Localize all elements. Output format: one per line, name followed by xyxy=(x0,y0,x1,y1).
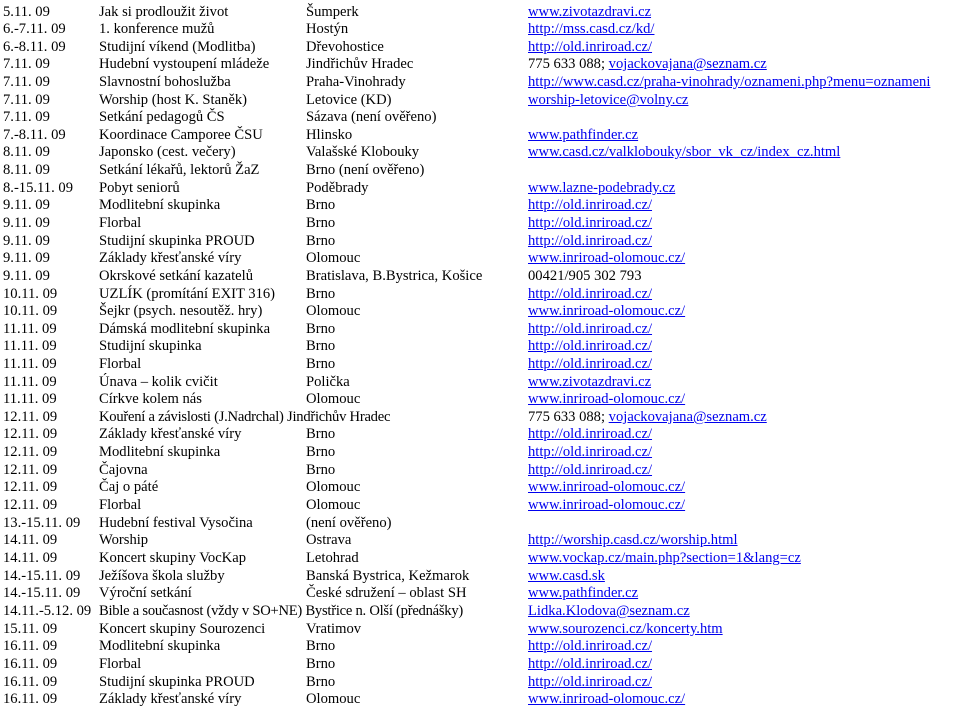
event-row xyxy=(0,603,960,620)
event-date: 9.11. 09 xyxy=(3,233,50,249)
event-contact xyxy=(528,303,685,320)
event-place: Banská Bystrica, Kežmarok xyxy=(306,568,470,584)
event-name: Koordinace Camporee ČSU xyxy=(99,127,263,143)
event-place: Letohrad xyxy=(306,550,359,566)
event-row xyxy=(0,303,960,320)
event-contact xyxy=(528,321,652,338)
event-row xyxy=(0,268,960,285)
event-place: Vratimov xyxy=(306,621,362,637)
contact-link[interactable]: http://www.casd.cz/praha-vinohrady/oznameni.php?menu=oznameni xyxy=(528,74,931,90)
event-date: 14.-15.11. 09 xyxy=(3,568,81,584)
event-name: Slavnostní bohoslužba xyxy=(99,74,231,90)
contact-link[interactable]: www.pathfinder.cz xyxy=(528,127,639,143)
event-row xyxy=(0,321,960,338)
contact-link[interactable]: www.casd.sk xyxy=(528,568,605,584)
contact-link[interactable]: vojackovajana@seznam.cz xyxy=(608,409,767,425)
event-place: Valašské Klobouky xyxy=(306,144,420,160)
event-contact xyxy=(528,497,685,514)
event-name: Worship xyxy=(99,532,149,548)
event-row xyxy=(0,92,960,109)
contact-link[interactable]: http://old.inriroad.cz/ xyxy=(528,356,653,372)
event-name: Ježíšova škola služby xyxy=(99,568,225,584)
event-row xyxy=(0,674,960,691)
event-contact xyxy=(528,426,652,443)
event-date: 5.11. 09 xyxy=(3,4,50,20)
event-name: Základy křesťanské víry xyxy=(99,691,242,707)
contact-link[interactable]: http://old.inriroad.cz/ xyxy=(528,426,653,442)
event-row xyxy=(0,374,960,391)
event-row xyxy=(0,74,960,91)
event-date: 7.11. 09 xyxy=(3,74,50,90)
event-date: 11.11. 09 xyxy=(3,321,57,337)
event-row xyxy=(0,391,960,408)
event-place: Hlinsko xyxy=(306,127,353,143)
event-place: Brno xyxy=(306,286,336,302)
event-row xyxy=(0,479,960,496)
event-place: Brno xyxy=(306,321,336,337)
event-row xyxy=(0,621,960,638)
event-contact xyxy=(528,197,652,214)
event-row xyxy=(0,197,960,214)
event-row xyxy=(0,356,960,373)
event-contact xyxy=(528,479,685,496)
event-contact xyxy=(528,180,675,197)
event-name: Setkání lékařů, lektorů ŽaZ xyxy=(99,162,260,178)
contact-link[interactable]: worship-letovice@volny.cz xyxy=(528,92,689,108)
event-place: České sdružení – oblast SH xyxy=(306,585,467,601)
contact-link[interactable]: http://mss.casd.cz/kd/ xyxy=(528,21,655,37)
event-date: 7.11. 09 xyxy=(3,56,50,72)
contact-link[interactable]: www.vockap.cz/main.php?section=1&lang=cz xyxy=(528,550,801,566)
event-contact xyxy=(528,250,685,267)
event-name: Japonsko (cest. večery) xyxy=(99,144,236,160)
event-date: 14.11. 09 xyxy=(3,532,58,548)
event-name: 1. konference mužů xyxy=(99,21,215,37)
event-row xyxy=(0,21,960,38)
event-row xyxy=(0,691,960,708)
event-place: Olomouc xyxy=(306,391,361,407)
event-date: 6.-7.11. 09 xyxy=(3,21,66,37)
event-contact xyxy=(528,691,685,708)
event-row xyxy=(0,338,960,355)
event-contact xyxy=(528,568,605,585)
event-contact xyxy=(528,444,652,461)
event-contact xyxy=(528,550,801,567)
event-place: Jindřichův Hradec xyxy=(306,56,414,72)
event-date: 11.11. 09 xyxy=(3,338,57,354)
contact-link[interactable]: www.zivotazdravi.cz xyxy=(528,4,652,20)
event-row xyxy=(0,286,960,303)
event-date: 12.11. 09 xyxy=(3,444,58,460)
event-row xyxy=(0,233,960,250)
event-row xyxy=(0,56,960,73)
event-row xyxy=(0,109,960,126)
contact-text: 775 633 088; xyxy=(528,409,609,425)
event-row xyxy=(0,532,960,549)
contact-link[interactable]: www.casd.cz/valklobouky/sbor_vk_cz/index_cz.html xyxy=(528,144,841,160)
contact-link[interactable]: http://old.inriroad.cz/ xyxy=(528,638,653,654)
event-place: Brno xyxy=(306,656,336,672)
event-date: 8.11. 09 xyxy=(3,144,50,160)
event-row xyxy=(0,144,960,161)
event-contact xyxy=(528,127,638,144)
event-contact xyxy=(528,92,688,109)
event-date: 15.11. 09 xyxy=(3,621,58,637)
contact-link[interactable]: http://old.inriroad.cz/ xyxy=(528,286,653,302)
event-contact xyxy=(528,621,723,638)
event-name: Modlitební skupinka xyxy=(99,638,221,654)
event-name: Setkání pedagogů ČS xyxy=(99,109,225,125)
event-place: Brno xyxy=(306,356,336,372)
event-place: Olomouc xyxy=(306,250,361,266)
event-name: Církve kolem nás xyxy=(99,391,202,407)
contact-link[interactable]: Lidka.Klodova@seznam.cz xyxy=(528,603,690,619)
event-date: 10.11. 09 xyxy=(3,286,58,302)
event-place: Brno xyxy=(306,215,336,231)
event-name: Okrskové setkání kazatelů xyxy=(99,268,253,284)
event-name: Jak si prodloužit život xyxy=(99,4,229,20)
event-contact xyxy=(528,215,652,232)
event-name: Výroční setkání xyxy=(99,585,192,601)
event-contact xyxy=(528,674,652,691)
event-place: Polička xyxy=(306,374,350,390)
event-name: Modlitební skupinka xyxy=(99,444,221,460)
event-row xyxy=(0,4,960,21)
event-name: Studijní skupinka xyxy=(99,338,202,354)
event-place: Letovice (KD) xyxy=(306,92,392,108)
event-place: Brno xyxy=(306,638,336,654)
contact-link[interactable]: www.lazne-podebrady.cz xyxy=(528,180,676,196)
event-contact xyxy=(528,391,685,408)
event-place: Ostrava xyxy=(306,532,352,548)
event-name: Hudební vystoupení mládeže xyxy=(99,56,270,72)
event-date: 16.11. 09 xyxy=(3,674,58,690)
event-date: 9.11. 09 xyxy=(3,215,50,231)
event-contact xyxy=(528,338,652,355)
event-contact xyxy=(528,268,642,285)
event-name: Hudební festival Vysočina xyxy=(99,515,253,531)
event-name: Koncert skupiny VocKap xyxy=(99,550,246,566)
event-name: Studijní víkend (Modlitba) xyxy=(99,39,256,55)
event-place: Olomouc xyxy=(306,497,361,513)
event-place: Brno xyxy=(306,674,336,690)
event-date: 8.11. 09 xyxy=(3,162,50,178)
event-date: 9.11. 09 xyxy=(3,268,50,284)
contact-link[interactable]: http://worship.casd.cz/worship.html xyxy=(528,532,738,548)
event-name: Dámská modlitební skupinka xyxy=(99,321,271,337)
event-contact xyxy=(528,56,767,73)
event-contact xyxy=(528,39,652,56)
event-row xyxy=(0,497,960,514)
event-date: 14.11. 09 xyxy=(3,550,58,566)
event-name: Florbal xyxy=(99,656,142,672)
event-date: 12.11. 09 xyxy=(3,479,58,495)
event-name: UZLÍK (promítání EXIT 316) xyxy=(99,286,276,302)
event-row xyxy=(0,426,960,443)
event-contact xyxy=(528,638,652,655)
contact-text: 00421/905 302 793 xyxy=(528,268,642,284)
event-row xyxy=(0,39,960,56)
contact-link[interactable]: http://old.inriroad.cz/ xyxy=(528,462,653,478)
event-name: Florbal xyxy=(99,497,142,513)
event-date: 11.11. 09 xyxy=(3,391,57,407)
event-row xyxy=(0,250,960,267)
contact-link[interactable]: www.inriroad-olomouc.cz/ xyxy=(528,303,686,319)
event-name: Čaj o páté xyxy=(99,479,159,495)
contact-link[interactable]: www.inriroad-olomouc.cz/ xyxy=(528,391,686,407)
event-place: Brno xyxy=(306,462,336,478)
event-contact xyxy=(528,74,930,91)
contact-link[interactable]: http://old.inriroad.cz/ xyxy=(528,215,653,231)
event-date: 8.-15.11. 09 xyxy=(3,180,73,196)
event-name: Worship (host K. Staněk) xyxy=(99,92,247,108)
event-date: 9.11. 09 xyxy=(3,250,50,266)
event-date: 9.11. 09 xyxy=(3,197,50,213)
contact-link[interactable]: www.inriroad-olomouc.cz/ xyxy=(528,497,686,513)
event-place: Dřevohostice xyxy=(306,39,384,55)
contact-link[interactable]: http://old.inriroad.cz/ xyxy=(528,39,653,55)
event-date: 13.-15.11. 09 xyxy=(3,515,81,531)
event-contact xyxy=(528,409,767,426)
event-date: 11.11. 09 xyxy=(3,374,57,390)
event-row xyxy=(0,444,960,461)
event-place: Olomouc xyxy=(306,691,361,707)
contact-link[interactable]: http://old.inriroad.cz/ xyxy=(528,338,653,354)
event-name: Florbal xyxy=(99,215,142,231)
event-contact xyxy=(528,656,652,673)
event-name: Modlitební skupinka xyxy=(99,197,221,213)
event-date: 12.11. 09 xyxy=(3,497,58,513)
event-place: Brno (není ověřeno) xyxy=(306,162,425,178)
event-place: Brno xyxy=(306,233,336,249)
event-date: 12.11. 09 xyxy=(3,462,58,478)
event-date: 7.11. 09 xyxy=(3,92,50,108)
event-name: Koncert skupiny Sourozenci xyxy=(99,621,266,637)
event-place: Bratislava, B.Bystrica, Košice xyxy=(306,268,483,284)
event-place: Poděbrady xyxy=(306,180,369,196)
event-row xyxy=(0,656,960,673)
event-date: 6.-8.11. 09 xyxy=(3,39,66,55)
contact-link[interactable]: http://old.inriroad.cz/ xyxy=(528,444,653,460)
event-contact xyxy=(528,356,652,373)
event-place: Šumperk xyxy=(306,4,359,20)
event-date: 16.11. 09 xyxy=(3,656,58,672)
event-row xyxy=(0,462,960,479)
event-name: Pobyt seniorů xyxy=(99,180,180,196)
event-place: Brno xyxy=(306,444,336,460)
event-name: Čajovna xyxy=(99,462,148,478)
contact-link[interactable]: www.pathfinder.cz xyxy=(528,585,639,601)
event-name: Šejkr (psych. nesoutěž. hry) xyxy=(99,303,263,319)
event-date: 16.11. 09 xyxy=(3,638,58,654)
event-contact xyxy=(528,374,651,391)
event-row xyxy=(0,515,960,532)
event-row xyxy=(0,127,960,144)
event-row xyxy=(0,550,960,567)
event-place: Olomouc xyxy=(306,479,361,495)
event-name: Studijní skupinka PROUD xyxy=(99,233,255,249)
event-contact xyxy=(528,4,651,21)
event-row xyxy=(0,162,960,179)
event-name: Florbal xyxy=(99,356,142,372)
event-place: Brno xyxy=(306,426,336,442)
event-contact xyxy=(528,603,690,620)
event-row xyxy=(0,180,960,197)
event-name: Základy křesťanské víry xyxy=(99,426,242,442)
event-date: 10.11. 09 xyxy=(3,303,58,319)
event-date: 14.11.-5.12. 09 xyxy=(3,603,92,619)
event-contact xyxy=(528,532,738,549)
event-date: 12.11. 09 xyxy=(3,409,58,425)
event-date: 11.11. 09 xyxy=(3,356,57,372)
event-contact xyxy=(528,462,652,479)
event-place: Hostýn xyxy=(306,21,349,37)
contact-link[interactable]: www.inriroad-olomouc.cz/ xyxy=(528,691,686,707)
event-place: Olomouc xyxy=(306,303,361,319)
event-contact xyxy=(528,233,652,250)
event-name: Základy křesťanské víry xyxy=(99,250,242,266)
contact-link[interactable]: www.inriroad-olomouc.cz/ xyxy=(528,250,686,266)
event-name: Studijní skupinka PROUD xyxy=(99,674,255,690)
event-date: 7.-8.11. 09 xyxy=(3,127,66,143)
event-row xyxy=(0,638,960,655)
contact-link[interactable]: vojackovajana@seznam.cz xyxy=(608,56,767,72)
contact-link[interactable]: www.inriroad-olomouc.cz/ xyxy=(528,479,686,495)
contact-text: 775 633 088; xyxy=(528,56,609,72)
contact-link[interactable]: http://old.inriroad.cz/ xyxy=(528,674,653,690)
event-contact xyxy=(528,585,638,602)
event-contact xyxy=(528,286,652,303)
event-place: Sázava (není ověřeno) xyxy=(306,109,437,125)
contact-link[interactable]: www.sourozenci.cz/koncerty.htm xyxy=(528,621,723,637)
event-place: (není ověřeno) xyxy=(306,515,392,531)
event-date: 7.11. 09 xyxy=(3,109,50,125)
event-name: Únava – kolik cvičit xyxy=(99,374,218,390)
event-row xyxy=(0,215,960,232)
event-place: Brno xyxy=(306,338,336,354)
contact-link[interactable]: http://old.inriroad.cz/ xyxy=(528,321,653,337)
event-row xyxy=(0,568,960,585)
contact-link[interactable]: www.zivotazdravi.cz xyxy=(528,374,652,390)
event-name: Bible a současnost (vždy v SO+NE) Bystřice n. Olší (přednášky) xyxy=(99,603,463,619)
event-place: Brno xyxy=(306,197,336,213)
event-date: 14.-15.11. 09 xyxy=(3,585,81,601)
event-row xyxy=(0,585,960,602)
event-date: 16.11. 09 xyxy=(3,691,58,707)
contact-link[interactable]: http://old.inriroad.cz/ xyxy=(528,197,653,213)
event-name: Kouření a závislosti (J.Nadrchal) Jindřichův Hradec xyxy=(99,409,391,425)
event-contact xyxy=(528,144,840,161)
event-contact xyxy=(528,21,654,38)
event-row xyxy=(0,409,960,426)
event-date: 12.11. 09 xyxy=(3,426,58,442)
contact-link[interactable]: http://old.inriroad.cz/ xyxy=(528,233,653,249)
contact-link[interactable]: http://old.inriroad.cz/ xyxy=(528,656,653,672)
event-place: Praha-Vinohrady xyxy=(306,74,406,90)
